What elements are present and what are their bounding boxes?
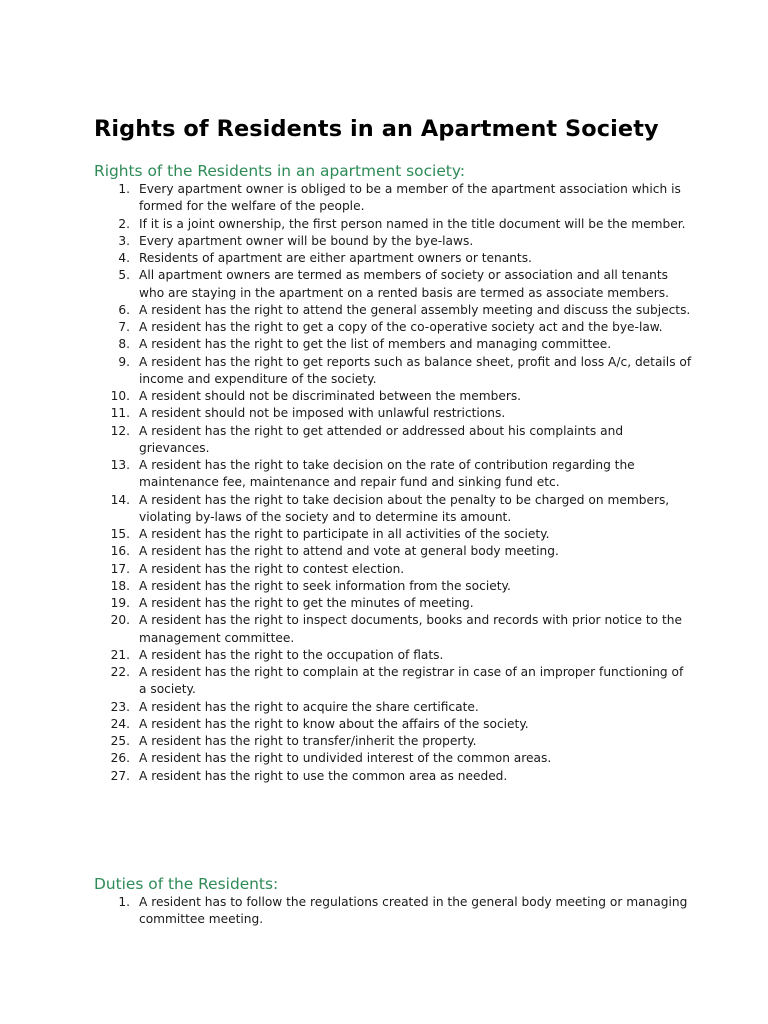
list-item-number: 15. xyxy=(110,527,130,541)
list-item-number: 11. xyxy=(110,406,130,421)
list-item-text: A resident has the right to transfer/inherit the property. xyxy=(139,734,477,748)
list-item-text: A resident has the right to get a copy of the co-operative society act and the bye-law. xyxy=(139,320,663,334)
list-item xyxy=(94,664,694,699)
list-item-number: 16. xyxy=(110,544,130,559)
list-item xyxy=(94,733,694,750)
rights-heading: Rights of the Residents in an apartment society: xyxy=(94,162,466,180)
list-item xyxy=(94,612,694,647)
list-item-text: A resident has the right to get reports such as balance sheet, profit and loss A/c, details of income and expenditure of the society. xyxy=(139,354,692,386)
list-item-text: A resident has the right to attend and vote at general body meeting. xyxy=(139,544,559,559)
list-item xyxy=(94,267,694,302)
list-item-number: 12. xyxy=(110,423,130,438)
list-item-text: A resident has the right to inspect documents, books and records with prior notice to the management committee. xyxy=(139,613,682,645)
list-item xyxy=(94,233,694,250)
list-item xyxy=(94,250,694,267)
list-item-text: A resident has the right to use the common area as needed. xyxy=(139,768,508,783)
list-item-number: 6. xyxy=(118,302,130,317)
list-item-number: 14. xyxy=(110,492,130,507)
list-item-text: A resident has the right to seek information from the society. xyxy=(139,578,511,593)
list-item-text: If it is a joint ownership, the first person named in the title document will be the member. xyxy=(139,216,686,231)
list-item-text: A resident has the right to acquire the share certificate. xyxy=(139,699,479,714)
list-item-number: 27. xyxy=(110,768,130,783)
list-item xyxy=(94,647,694,664)
list-item-number: 1. xyxy=(118,895,130,909)
list-item-number: 20. xyxy=(110,613,130,628)
list-item-number: 8. xyxy=(118,337,130,352)
list-item-text: A resident has the right to take decision on the rate of contribution regarding the maintenance fee, maintenance and repair fund and sinking fund etc. xyxy=(139,458,635,490)
list-item-number: 21. xyxy=(110,647,130,662)
list-item xyxy=(94,894,694,929)
list-item-number: 23. xyxy=(110,699,130,714)
list-item xyxy=(94,319,694,336)
duties-list xyxy=(94,894,694,929)
list-item-number: 9. xyxy=(118,354,130,369)
rights-list xyxy=(94,181,694,785)
list-item xyxy=(94,181,694,216)
list-item-number: 26. xyxy=(110,751,130,766)
list-item-text: All apartment owners are termed as members of society or association and all tenants who are staying in the apartment on a rented basis are termed as associate members. xyxy=(139,268,669,300)
list-item xyxy=(94,543,694,560)
list-item-number: 2. xyxy=(118,216,130,231)
list-item-number: 25. xyxy=(110,734,130,748)
list-item-number: 17. xyxy=(110,561,130,576)
list-item xyxy=(94,595,694,612)
list-item-text: Residents of apartment are either apartment owners or tenants. xyxy=(139,251,532,265)
list-item-text: A resident has the right to get the list of members and managing committee. xyxy=(139,337,612,352)
list-item-text: A resident has the right to the occupation of flats. xyxy=(139,647,444,662)
list-item-text: Every apartment owner is obliged to be a member of the apartment association which is formed for the welfare of the people. xyxy=(139,182,681,214)
list-item-number: 13. xyxy=(110,458,130,472)
page-title: Rights of Residents in an Apartment Society xyxy=(94,116,659,142)
list-item xyxy=(94,354,694,389)
list-item-number: 5. xyxy=(118,268,130,283)
list-item-number: 18. xyxy=(110,578,130,593)
list-item-text: A resident has the right to get the minutes of meeting. xyxy=(139,596,474,610)
list-item xyxy=(94,405,694,422)
list-item xyxy=(94,492,694,527)
list-item-number: 7. xyxy=(118,320,130,334)
list-item xyxy=(94,216,694,233)
list-item-number: 1. xyxy=(118,182,130,196)
list-item xyxy=(94,457,694,492)
list-item-number: 4. xyxy=(118,251,130,265)
list-item xyxy=(94,699,694,716)
list-item-text: A resident has the right to complain at the registrar in case of an improper functioning of a society. xyxy=(139,665,684,697)
list-item xyxy=(94,388,694,405)
list-item-number: 19. xyxy=(110,596,130,610)
list-item-text: A resident has the right to participate in all activities of the society. xyxy=(139,527,550,541)
list-item-number: 24. xyxy=(110,716,130,731)
list-item-number: 3. xyxy=(118,233,130,248)
list-item-number: 10. xyxy=(110,389,130,403)
list-item-text: A resident has the right to get attended or addressed about his complaints and grievances. xyxy=(139,423,624,455)
list-item-text: Every apartment owner will be bound by the bye-laws. xyxy=(139,233,474,248)
list-item xyxy=(94,302,694,319)
list-item xyxy=(94,336,694,353)
list-item xyxy=(94,578,694,595)
list-item-text: A resident has to follow the regulations created in the general body meeting or managing committee meeting. xyxy=(139,895,688,927)
list-item xyxy=(94,768,694,785)
list-item-text: A resident should not be imposed with unlawful restrictions. xyxy=(139,406,506,421)
list-item-number: 22. xyxy=(110,665,130,679)
list-item xyxy=(94,423,694,458)
list-item-text: A resident has the right to undivided interest of the common areas. xyxy=(139,751,552,766)
list-item-text: A resident should not be discriminated between the members. xyxy=(139,389,522,403)
list-item xyxy=(94,561,694,578)
list-item xyxy=(94,526,694,543)
list-item xyxy=(94,750,694,767)
list-item-text: A resident has the right to attend the general assembly meeting and discuss the subjects. xyxy=(139,302,691,317)
list-item-text: A resident has the right to take decision about the penalty to be charged on members, violating by-laws of the society and to determine its amount. xyxy=(139,492,670,524)
list-item-text: A resident has the right to know about the affairs of the society. xyxy=(139,716,529,731)
list-item-text: A resident has the right to contest election. xyxy=(139,561,405,576)
duties-heading: Duties of the Residents: xyxy=(94,875,279,893)
list-item xyxy=(94,716,694,733)
